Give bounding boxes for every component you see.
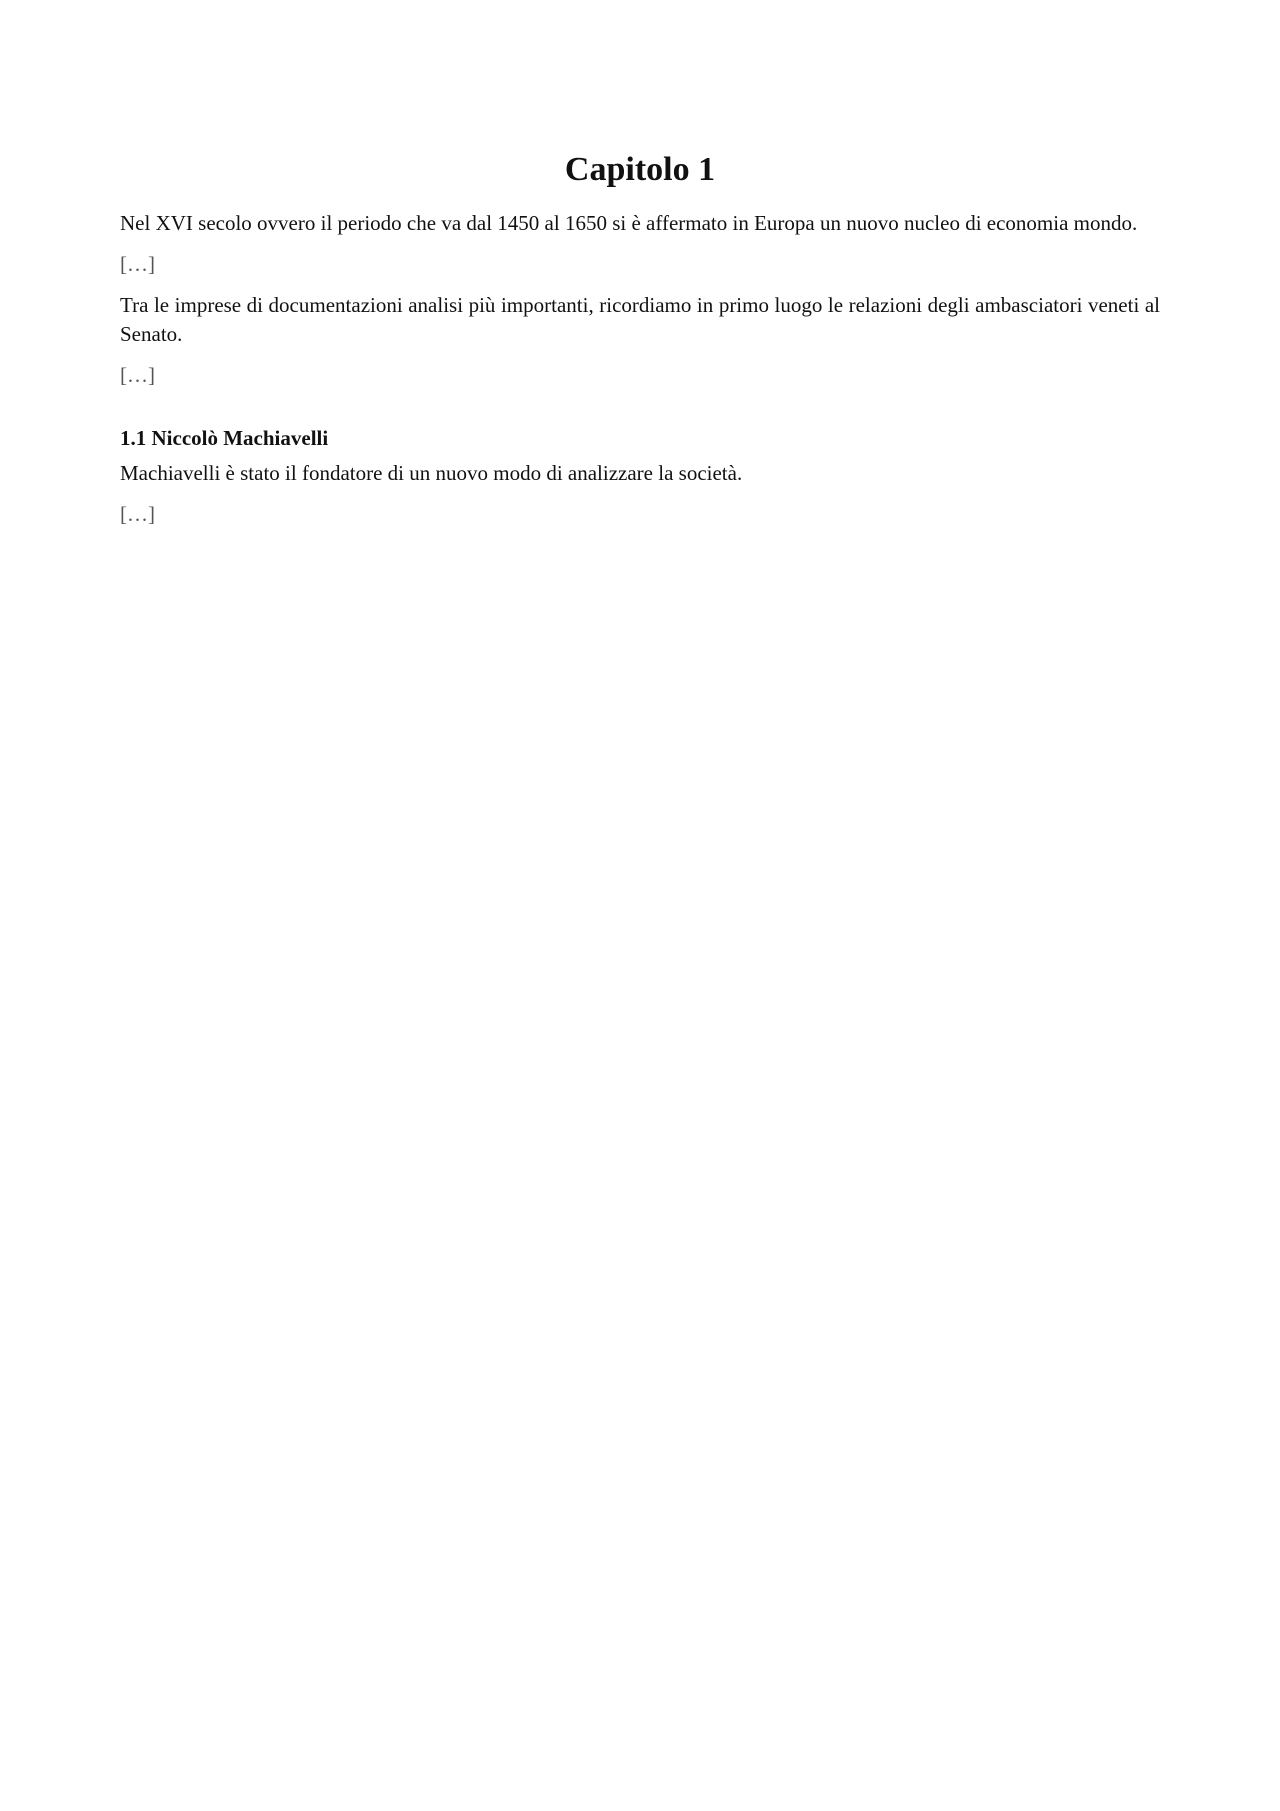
- section-heading: 1.1 Niccolò Machiavelli: [120, 425, 329, 450]
- elided-text-marker: […]: [120, 501, 155, 526]
- section-paragraph-excerpt: Machiavelli è stato il fondatore di un nuovo modo di analizzare la società.: [120, 460, 743, 485]
- chapter-title: Capitolo 1: [564, 151, 716, 188]
- elided-text-marker: […]: [120, 251, 155, 276]
- intro-paragraph-excerpt: Nel XVI secolo ovvero il periodo che va dal 1450 al 1650 si è affermato in Europa un nuovo nucleo di economia mondo.: [120, 210, 1138, 235]
- elided-text-marker: […]: [120, 362, 155, 387]
- ambassadors-paragraph-excerpt: Tra le imprese di documentazioni analisi più importanti, ricordiamo in primo luogo le relazioni degli ambasciatori veneti al Senato.: [120, 292, 1160, 346]
